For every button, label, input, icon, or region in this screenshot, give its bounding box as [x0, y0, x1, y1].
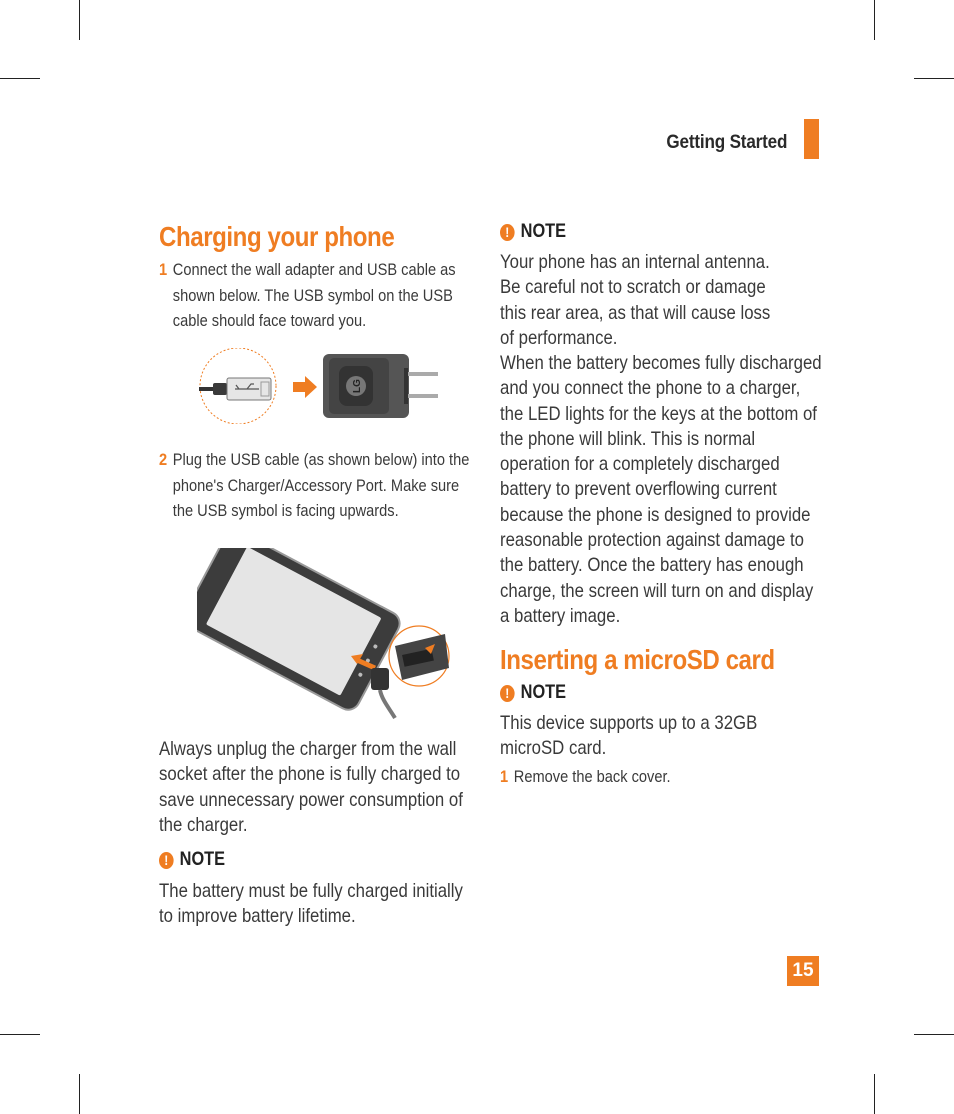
note-heading	[500, 682, 566, 704]
note-heading	[500, 221, 566, 243]
step-text: Plug the USB cable (as shown below) into the phone's Charger/Accessory Port. Make sure the USB symbol is facing upwards.	[172, 450, 470, 520]
note-heading	[159, 849, 225, 871]
exclamation-icon: !	[500, 224, 515, 241]
crop-mark	[914, 78, 954, 79]
microsd-step-1	[500, 764, 823, 790]
unplug-paragraph: Always unplug the charger from the wall socket after the phone is fully charged to save unnecessary power consumption of the charger.	[159, 738, 463, 836]
microsd-heading: Inserting a microSD card	[500, 644, 775, 675]
crop-mark	[0, 78, 40, 79]
microsd-note-text: This device supports up to a 32GB microSD card.	[500, 712, 758, 760]
page-number: 15	[787, 956, 819, 986]
crop-mark	[914, 1034, 954, 1035]
section-title: Getting Started	[666, 132, 787, 153]
note-label: NOTE	[520, 682, 567, 703]
usb-adapter-illustration	[199, 348, 444, 424]
note-label: NOTE	[179, 849, 226, 870]
crop-mark	[79, 1074, 80, 1114]
step-number: 2	[159, 450, 168, 469]
crop-mark	[79, 0, 80, 40]
charging-step-1	[159, 257, 472, 334]
exclamation-icon: !	[500, 685, 515, 702]
discharge-note-text: When the battery becomes fully discharged and you connect the phone to a charger, the LED lights for the keys at the bottom of the phone will blink. This is normal operation for a completely discharged battery to prevent overflowing current because the phone is designed to provide reasonable protection against damage to the battery. Once the battery has enough charge, the screen will turn on and display a battery image.	[500, 352, 822, 627]
crop-mark	[0, 1034, 40, 1035]
note-label: NOTE	[520, 221, 567, 242]
section-tab-marker	[804, 119, 819, 159]
charging-step-2	[159, 447, 472, 524]
exclamation-icon: !	[159, 852, 174, 869]
microsd-heading-wrap	[500, 644, 827, 676]
step-number: 1	[159, 260, 168, 279]
crop-mark	[874, 1074, 875, 1114]
charging-heading: Charging your phone	[159, 221, 395, 252]
phone-charging-illustration	[197, 548, 452, 720]
step-text: Connect the wall adapter and USB cable as shown below. The USB symbol on the USB cable should face toward you.	[172, 260, 456, 330]
crop-mark	[874, 0, 875, 40]
charging-heading-wrap	[159, 221, 469, 253]
step-text: Remove the back cover.	[513, 767, 671, 786]
battery-note-text: The battery must be fully charged initially to improve battery lifetime.	[159, 880, 463, 928]
lg-logo: LG	[352, 379, 363, 393]
arrow-right-icon	[293, 376, 317, 398]
antenna-note-text: Your phone has an internal antenna. Be careful not to scratch or damage this rear area, as that will cause loss of performance.	[500, 251, 771, 349]
step-number: 1	[500, 767, 509, 786]
